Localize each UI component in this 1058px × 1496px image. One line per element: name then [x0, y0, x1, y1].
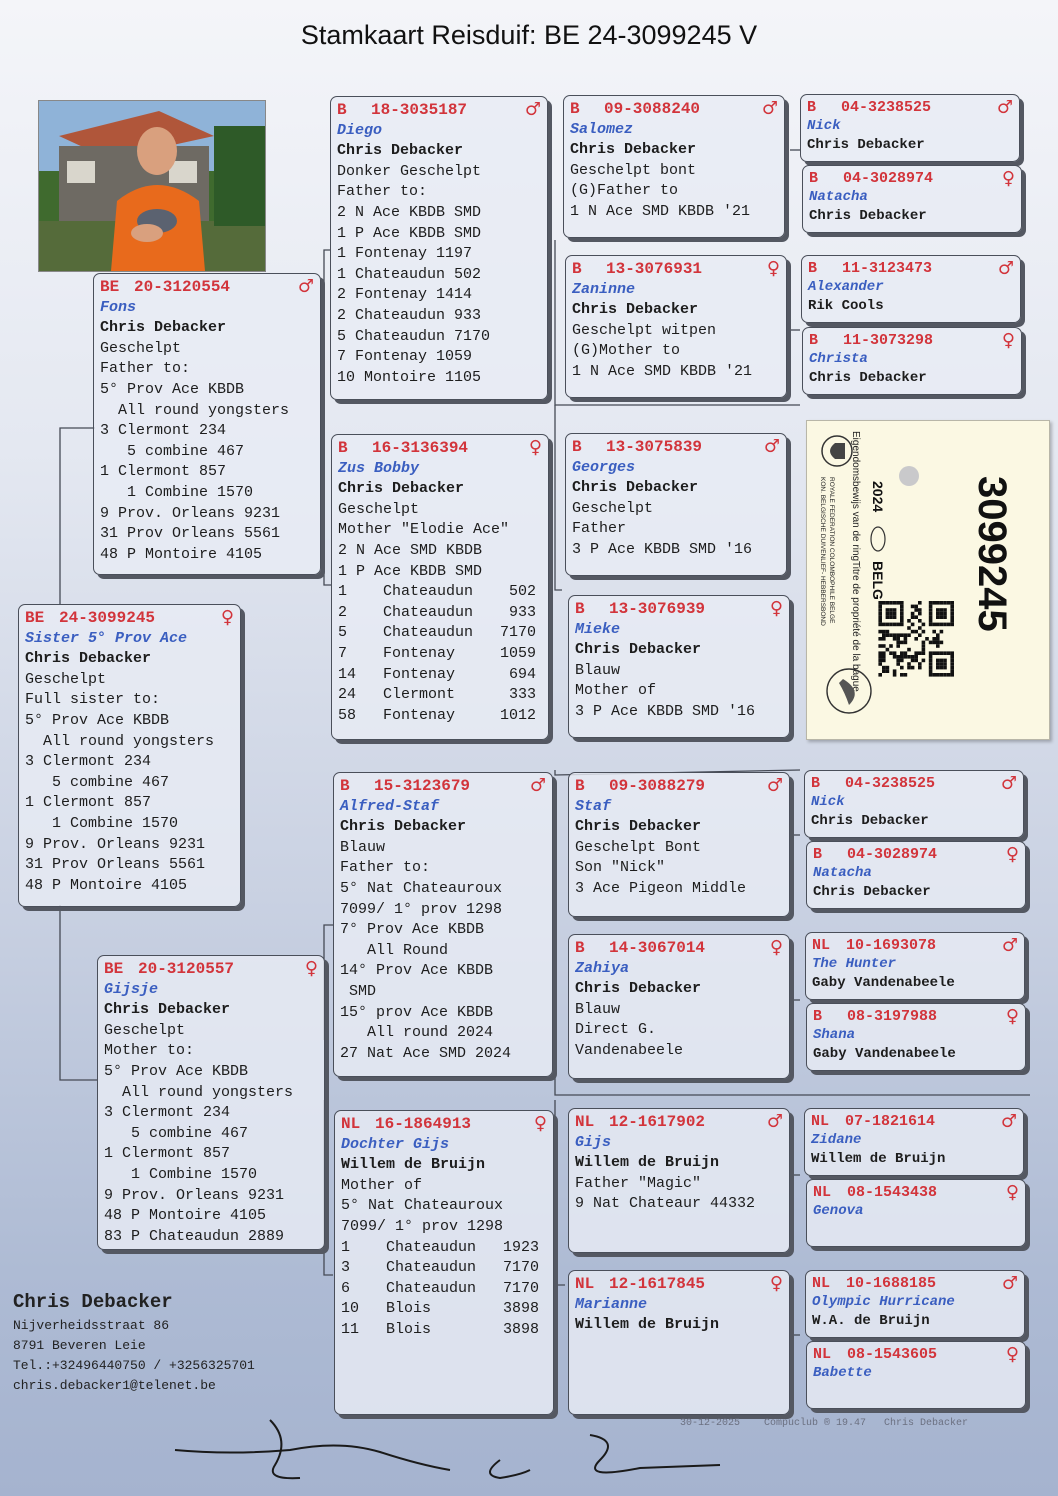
card-line: All round yongsters [25, 732, 215, 750]
card-line: 27 Nat Ace SMD 2024 [340, 1044, 512, 1062]
card-line: 10 Montoire 1105 [337, 368, 482, 386]
ring-number: 18-3035187 [371, 101, 468, 119]
pigeon-name: Diego [337, 121, 383, 139]
card-line: 1 Combine 1570 [100, 483, 254, 501]
card-line: 9 Prov. Orleans 9231 [104, 1186, 285, 1204]
ring-number: 24-3099245 [59, 609, 156, 627]
female-icon: ♀ [769, 598, 783, 620]
owner-name: Chris Debacker [570, 141, 697, 159]
owner-name: Chris Debacker [811, 813, 929, 829]
male-icon: ♂ [761, 98, 778, 120]
ring-number: 14-3067014 [609, 939, 706, 957]
owner-name: Chris Debacker [337, 142, 464, 160]
female-icon: ♀ [1001, 329, 1015, 351]
card-line: All round yongsters [104, 1083, 294, 1101]
country-prefix: BE [104, 960, 124, 978]
owner-name: Chris Debacker [809, 208, 927, 224]
card-line: 2 N Ace KBDB SMD [337, 203, 482, 221]
country-prefix: BE [25, 609, 45, 627]
female-icon: ♀ [769, 937, 783, 959]
card-line: 3 Clermont 234 [100, 422, 227, 440]
card-line: 1 P Ace KBDB SMD [338, 562, 483, 580]
ring-number: 13-3076931 [606, 260, 703, 278]
owner-name: Willem de Bruijn [341, 1156, 486, 1174]
country-prefix: B [570, 100, 580, 118]
card-line: 5° Prov Ace KBDB [104, 1062, 249, 1080]
card-line: 3 Ace Pigeon Middle [575, 879, 747, 897]
card-line: 1 Chateaudun 502 [338, 583, 537, 601]
country-prefix: B [575, 600, 585, 618]
ring-number: 09-3088279 [609, 777, 706, 795]
card-line: 9 Prov. Orleans 9231 [100, 504, 281, 522]
pigeon-name: Genova [813, 1203, 864, 1219]
ring-year: 2024 [870, 481, 886, 513]
ring-number: 11-3123473 [842, 260, 933, 277]
card-line: 2 Chateaudun 933 [337, 306, 482, 324]
owner-name: Willem de Bruijn [575, 1316, 720, 1334]
ring-number: 13-3075839 [606, 438, 703, 456]
card-line: Son "Nick" [575, 859, 666, 877]
card-line: SMD [340, 982, 377, 1000]
female-icon: ♀ [766, 258, 780, 280]
country-prefix: NL [575, 1113, 595, 1131]
card-line: 3 P Ace KBDB SMD '16 [572, 540, 753, 558]
pigeon-name: Zaninne [572, 280, 636, 298]
card-line: (G)Mother to [572, 342, 681, 360]
card-line: 1 Clermont 857 [25, 794, 152, 812]
card-line: 5 Chateaudun 7170 [338, 624, 537, 642]
ring-number: 08-3197988 [847, 1008, 938, 1025]
pigeon-name: Babette [813, 1365, 872, 1381]
pigeon-name: Natacha [809, 189, 868, 205]
country-prefix: B [340, 777, 350, 795]
female-icon: ♀ [528, 437, 542, 459]
pigeon-name: Dochter Gijs [341, 1135, 450, 1153]
female-icon: ♀ [1005, 1181, 1019, 1203]
card-line: 9 Prov. Orleans 9231 [25, 835, 206, 853]
country-prefix: B [575, 939, 585, 957]
country-prefix: B [807, 99, 817, 116]
owner-name: Chris Debacker [340, 818, 467, 836]
pigeon-name: Shana [813, 1027, 856, 1043]
card-line: Geschelpt Bont [575, 838, 702, 856]
pigeon-name: Mieke [575, 620, 621, 638]
card-line: 3 P Ace KBDB SMD '16 [575, 702, 756, 720]
card-line: 5° Nat Chateauroux [340, 879, 503, 897]
card-line: 6 Chateaudun 7170 [341, 1279, 540, 1297]
owner-name: Chris Debacker [25, 650, 152, 668]
female-icon: ♀ [769, 1273, 783, 1295]
card-line: 7 Fontenay 1059 [338, 644, 537, 662]
owner-name: Willem de Bruijn [811, 1151, 946, 1167]
country-prefix: BE [100, 278, 120, 296]
card-line: Donker Geschelpt [337, 162, 482, 180]
country-prefix: B [337, 101, 347, 119]
breeder-street: Nijverheidsstraat 86 [13, 1318, 170, 1333]
pigeon-name: Christa [809, 351, 868, 367]
country-prefix: NL [811, 1113, 830, 1130]
card-line: 1 Clermont 857 [104, 1145, 231, 1163]
card-line: All Round [340, 941, 449, 959]
card-line: Mother of [341, 1176, 423, 1194]
country-prefix: NL [812, 1275, 831, 1292]
ring-number: 20-3120554 [134, 278, 231, 296]
pigeon-name: Staf [575, 797, 612, 815]
card-line: 48 P Montoire 4105 [104, 1207, 267, 1225]
country-prefix: B [813, 1008, 823, 1025]
ring-country: BELG [870, 561, 886, 600]
card-line: 11 Blois 3898 [341, 1320, 540, 1338]
female-icon: ♀ [1005, 1343, 1019, 1365]
country-prefix: B [338, 439, 348, 457]
ring-number: 04-3028974 [843, 170, 934, 187]
male-icon: ♂ [997, 257, 1014, 279]
ring-number: 13-3076939 [609, 600, 706, 618]
card-line: Father to: [340, 859, 431, 877]
ownership-text-nl: Eigendomsbewijs van de ring [850, 431, 861, 562]
card-line: Geschelpt [100, 339, 182, 357]
owner-name: Chris Debacker [338, 480, 465, 498]
federation-nl: KON. BELGISCHE DUIVENLIEF- HEBBERSBOND [819, 477, 826, 626]
card-line: 1 Fontenay 1197 [337, 245, 473, 263]
ring-number: 08-1543605 [847, 1346, 938, 1363]
card-line: 5° Prov Ace KBDB [100, 380, 245, 398]
ring-number: 3099245 [970, 476, 1014, 632]
ring-number: 04-3238525 [841, 99, 932, 116]
card-line: Geschelpt bont [570, 161, 697, 179]
owner-name: Gaby Vandenabeele [812, 975, 955, 991]
card-line: 58 Fontenay 1012 [338, 706, 537, 724]
owner-name: Rik Cools [808, 298, 884, 314]
pigeon-name: Zahiya [575, 959, 630, 977]
card-line: 7099/ 1° prov 1298 [341, 1217, 504, 1235]
pigeon-name: Marianne [575, 1295, 648, 1313]
owner-name: Chris Debacker [575, 980, 702, 998]
pigeon-name: Gijsje [104, 980, 159, 998]
female-icon: ♀ [304, 958, 318, 980]
card-line: 14 Fontenay 694 [338, 665, 537, 683]
male-icon: ♂ [529, 775, 546, 797]
card-line: 7° Prov Ace KBDB [340, 921, 485, 939]
breeder-city: 8791 Beveren Leie [13, 1338, 146, 1353]
pigeon-name: Natacha [813, 865, 872, 881]
card-line: 1 Clermont 857 [100, 463, 227, 481]
breeder-phone: Tel.:+32496440750 / +3256325701 [13, 1358, 255, 1373]
male-icon: ♂ [766, 1111, 783, 1133]
card-line: 7 Fontenay 1059 [337, 348, 473, 366]
owner-name: Chris Debacker [572, 301, 699, 319]
card-line: 1 Chateaudun 1923 [341, 1238, 540, 1256]
card-line: Geschelpt [338, 500, 420, 518]
ring-number: 04-3028974 [847, 846, 938, 863]
pigeon-name: Salomez [570, 120, 634, 138]
male-icon: ♂ [524, 99, 541, 121]
card-line: 5° Prov Ace KBDB [25, 711, 170, 729]
card-line: 9 Nat Chateaur 44332 [575, 1195, 756, 1213]
card-line: 1 Combine 1570 [25, 814, 179, 832]
owner-name: W.A. de Bruijn [812, 1313, 930, 1329]
ring-number: 09-3088240 [604, 100, 701, 118]
country-prefix: NL [813, 1346, 832, 1363]
card-line: (G)Father to [570, 182, 679, 200]
pigeon-name: Alfred-Staf [340, 797, 440, 815]
footer-line: 30-12-2025 Compuclub ® 19.47 Chris Debacker [680, 1418, 969, 1429]
owner-name: Willem de Bruijn [575, 1154, 720, 1172]
pigeon-name: Georges [572, 458, 636, 476]
card-line: 5 combine 467 [104, 1124, 249, 1142]
owner-name: Chris Debacker [572, 479, 699, 497]
female-icon: ♀ [533, 1113, 547, 1135]
pigeon-name: Gijs [575, 1133, 612, 1151]
card-line: Full sister to: [25, 691, 161, 709]
ring-number: 10-1688185 [846, 1275, 937, 1292]
ring-number: 20-3120557 [138, 960, 235, 978]
card-line: 2 N Ace SMD KBDB [338, 541, 483, 559]
owner-name: Chris Debacker [575, 641, 702, 659]
card-line: Mother "Elodie Ace" [338, 521, 510, 539]
ownership-text-fr: Titre de propriété de la bague [850, 561, 861, 692]
card-line: 14° Prov Ace KBDB [340, 962, 494, 980]
owner-name: Chris Debacker [100, 319, 227, 337]
card-line: Father "Magic" [575, 1174, 702, 1192]
country-prefix: NL [575, 1275, 595, 1293]
pigeon-name: Sister 5° Prov Ace [25, 629, 188, 647]
federation-fr: ROYALE FEDERATION COLOMBOPHILE BELGE [828, 477, 835, 624]
owner-name: Chris Debacker [807, 137, 925, 153]
female-icon: ♀ [1001, 167, 1015, 189]
card-line: Blauw [575, 661, 621, 679]
card-line: 24 Clermont 333 [338, 686, 537, 704]
male-icon: ♂ [297, 276, 314, 298]
card-line: 3 Clermont 234 [104, 1104, 231, 1122]
card-line: Geschelpt [25, 670, 107, 688]
owner-name: Chris Debacker [809, 370, 927, 386]
card-line: 48 P Montoire 4105 [100, 545, 263, 563]
card-line: 1 P Ace KBDB SMD [337, 224, 482, 242]
page-title: Stamkaart Reisduif: BE 24-3099245 V [300, 20, 758, 50]
ring-number: 08-1543438 [847, 1184, 938, 1201]
female-icon: ♀ [1005, 843, 1019, 865]
card-line: 7099/ 1° prov 1298 [340, 900, 503, 918]
card-line: 31 Prov Orleans 5561 [100, 525, 281, 543]
male-icon: ♂ [1000, 1110, 1017, 1132]
card-line: 2 Chateaudun 933 [338, 603, 537, 621]
pigeon-name: Nick [811, 794, 845, 810]
card-line: Vandenabeele [575, 1041, 684, 1059]
pigeon-name: Alexander [808, 279, 884, 295]
card-line: 5° Nat Chateauroux [341, 1197, 504, 1215]
card-line: 10 Blois 3898 [341, 1300, 540, 1318]
pigeon-name: Zidane [811, 1132, 862, 1148]
pigeon-name: Nick [807, 118, 841, 134]
card-line: Father to: [337, 183, 428, 201]
male-icon: ♂ [1001, 934, 1018, 956]
card-line: Blauw [575, 1000, 621, 1018]
country-prefix: B [808, 260, 818, 277]
pigeon-name: Fons [100, 298, 137, 316]
country-prefix: B [575, 777, 585, 795]
card-line: Mother to: [104, 1042, 195, 1060]
breeder-name: Chris Debacker [13, 1291, 173, 1313]
card-line: Geschelpt [572, 499, 654, 517]
ring-number: 12-1617845 [609, 1275, 706, 1293]
owner-name: Gaby Vandenabeele [813, 1046, 956, 1062]
card-line: 1 Chateaudun 502 [337, 265, 482, 283]
card-line: 15° prov Ace KBDB [340, 1003, 494, 1021]
ring-number: 10-1693078 [846, 937, 937, 954]
card-line: 2 Fontenay 1414 [337, 286, 473, 304]
card-line: Direct G. [575, 1021, 657, 1039]
card-line: Father [572, 520, 627, 538]
country-prefix: B [813, 846, 823, 863]
country-prefix: B [572, 438, 582, 456]
owner-name: Chris Debacker [813, 884, 931, 900]
owner-name: Chris Debacker [104, 1001, 231, 1019]
card-line: All round 2024 [340, 1024, 494, 1042]
country-prefix: B [572, 260, 582, 278]
male-icon: ♂ [1000, 772, 1017, 794]
country-prefix: B [809, 332, 819, 349]
pigeon-name: Olympic Hurricane [812, 1294, 955, 1310]
female-icon: ♀ [1005, 1005, 1019, 1027]
card-line: 3 Clermont 234 [25, 753, 152, 771]
country-prefix: B [809, 170, 819, 187]
card-line: 31 Prov Orleans 5561 [25, 856, 206, 874]
ring-number: 16-3136394 [372, 439, 469, 457]
card-line: 1 N Ace SMD KBDB '21 [570, 202, 751, 220]
ring-number: 15-3123679 [374, 777, 471, 795]
male-icon: ♂ [996, 96, 1013, 118]
card-line: 1 Combine 1570 [104, 1165, 258, 1183]
ring-number: 16-1864913 [375, 1115, 472, 1133]
card-line: Geschelpt witpen [572, 321, 717, 339]
ring-number: 04-3238525 [845, 775, 936, 792]
card-line: 5 combine 467 [100, 442, 245, 460]
country-prefix: NL [812, 937, 831, 954]
male-icon: ♂ [1001, 1272, 1018, 1294]
owner-name: Chris Debacker [575, 818, 702, 836]
card-line: Mother of [575, 682, 657, 700]
card-line: 1 N Ace SMD KBDB '21 [572, 362, 753, 380]
card-line: Blauw [340, 838, 386, 856]
male-icon: ♂ [763, 436, 780, 458]
pigeon-name: Zus Bobby [338, 459, 420, 477]
card-line: 48 P Montoire 4105 [25, 876, 188, 894]
card-line: 83 P Chateaudun 2889 [104, 1227, 285, 1245]
male-icon: ♂ [766, 775, 783, 797]
female-icon: ♀ [220, 607, 234, 629]
card-line: 5 combine 467 [25, 773, 170, 791]
ring-number: 11-3073298 [843, 332, 934, 349]
ring-number: 07-1821614 [845, 1113, 936, 1130]
country-prefix: NL [813, 1184, 832, 1201]
card-line: 5 Chateaudun 7170 [337, 327, 491, 345]
card-line: All round yongsters [100, 401, 290, 419]
card-line: Geschelpt [104, 1021, 186, 1039]
breeder-email: chris.debacker1@telenet.be [13, 1378, 216, 1393]
pigeon-name: The Hunter [812, 956, 897, 972]
country-prefix: NL [341, 1115, 361, 1133]
country-prefix: B [811, 775, 821, 792]
ring-number: 12-1617902 [609, 1113, 706, 1131]
card-line: Father to: [100, 360, 191, 378]
card-line: 3 Chateaudun 7170 [341, 1259, 540, 1277]
